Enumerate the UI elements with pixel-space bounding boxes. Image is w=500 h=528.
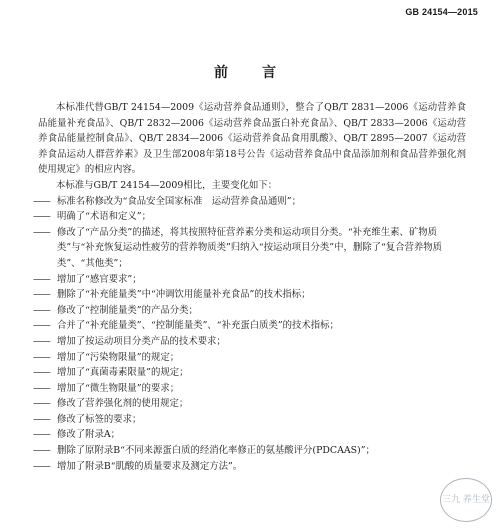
list-dash: —— (33, 445, 50, 457)
list-dash: —— (33, 367, 50, 379)
changes-list (0, 194, 500, 475)
change-text: 增加了“污染物限量”的规定； (57, 351, 180, 363)
list-dash: —— (33, 382, 50, 394)
change-text: 增加了“感官要求”； (57, 273, 142, 285)
list-dash: —— (33, 211, 50, 223)
change-item (0, 287, 500, 303)
change-item (0, 194, 500, 210)
page-title: 前 言 (214, 65, 286, 81)
change-item (0, 396, 500, 412)
change-text: 增加了按运动项目分类产品的技术要求； (57, 335, 226, 347)
list-dash: —— (33, 335, 50, 347)
changes-intro: 本标准与GB/T 24154—2009相比，主要变化如下： (56, 179, 278, 191)
change-text: 明确了“术语和定义”； (57, 211, 151, 223)
list-dash: —— (33, 304, 50, 316)
change-item (0, 381, 500, 397)
list-dash: —— (33, 273, 50, 285)
change-text: 增加了“真菌毒素限量”的规定； (57, 367, 189, 379)
list-dash: —— (33, 351, 50, 363)
list-dash: —— (33, 429, 50, 441)
change-item (0, 350, 500, 366)
change-item (0, 225, 500, 272)
change-item (0, 272, 500, 288)
change-text: 修改了“控制能量类”的产品分类； (57, 304, 198, 316)
change-text: 删除了“补充能量类”中“冲调饮用能量补充食品”的技术指标； (57, 289, 311, 301)
list-dash: —— (33, 195, 50, 207)
change-text: 标准名称修改为“食品安全国家标准 运动营养食品通则”； (57, 195, 301, 207)
standard-code: GB 24154—2015 (405, 7, 478, 17)
change-text: 增加了“微生物限量”的要求； (57, 382, 180, 394)
change-text: 修改了营养强化剂的使用规定； (57, 398, 189, 410)
list-dash: —— (33, 320, 50, 332)
change-text: 删除了原附录B“不同来源蛋白质的经消化率修正的氨基酸评分(PDCAAS)”； (57, 445, 375, 457)
change-item (0, 318, 500, 334)
change-text: 增加了附录B“肌酸的质量要求及测定方法”。 (57, 460, 243, 472)
watermark-stamp (440, 478, 492, 522)
change-item (0, 427, 500, 443)
list-dash: —— (33, 226, 50, 238)
change-text: 合并了“补充能量类”、“控制能量类”、“补充蛋白质类”的技术指标； (57, 320, 339, 332)
change-item (0, 443, 500, 459)
list-dash: —— (33, 460, 50, 472)
stamp-text: 三九 养生堂 (442, 494, 490, 505)
change-item (0, 334, 500, 350)
list-dash: —— (33, 289, 50, 301)
intro-paragraph: 本标准代替GB/T 24154—2009《运动营养食品通则》，整合了QB/T 2831—2006《运动营养食品能量补充食品》、QB/T 2832—2006《运动营养食品蛋白补充食品》、QB/T 2833—2006《运动营养食品能量控制食品》、QB/T 2834—2006《运动营养食品食用肌酸》、QB/T 2895—2007《运动营养食品运动人群营养素》及卫生部2008年第18号公告《运动营养食品中食品添加剂和食品营养强化剂使用规定》的相应内容。 (38, 102, 466, 176)
change-item (0, 412, 500, 428)
change-text: 修改了“产品分类”的描述，将其按照特征营养素分类和运动项目分类。“补充维生素、矿物质类”与“补充恢复运动性疲劳的营养物质类”归纳入“按运动项目分类”中，删除了“复合营养物质类”、“其他类”； (57, 226, 443, 269)
change-item (0, 303, 500, 319)
document-body (0, 100, 500, 474)
change-item (0, 365, 500, 381)
list-dash: —— (33, 413, 50, 425)
change-text: 修改了标签的要求； (57, 413, 142, 425)
change-item (0, 209, 500, 225)
list-dash: —— (33, 398, 50, 410)
change-text: 修改了附录A； (57, 429, 121, 441)
change-item (0, 459, 500, 475)
